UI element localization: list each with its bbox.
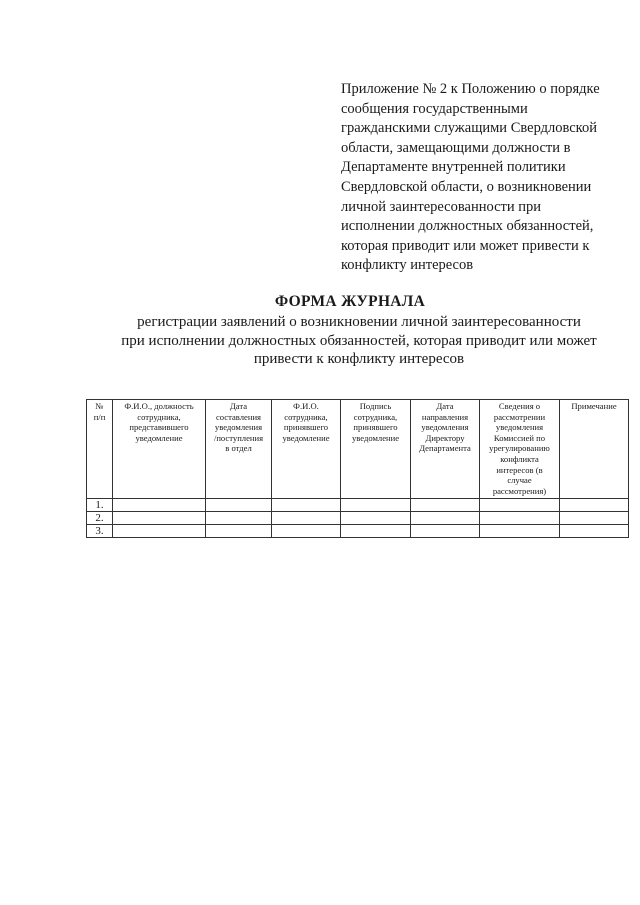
column-header-line: Ф.И.О., должность — [124, 401, 194, 411]
appendix-note — [341, 80, 631, 276]
column-header-line: сотрудника, — [353, 411, 398, 422]
appendix-line: Департаменте внутренней политики — [341, 159, 566, 176]
column-header — [272, 400, 341, 499]
table-cell — [272, 499, 341, 512]
column-header-line: № — [95, 401, 104, 411]
table-cell — [480, 499, 560, 512]
column-header — [341, 400, 411, 499]
journal-table-body — [87, 499, 629, 538]
column-header-line: уведомления — [495, 422, 544, 433]
column-header-line: Примечание — [571, 401, 617, 411]
table-cell — [411, 499, 480, 512]
column-header-line: сотрудника, — [284, 411, 328, 422]
column-header-line: в отдел — [225, 443, 252, 454]
table-row — [87, 512, 629, 525]
column-header-line: рассмотрения) — [492, 485, 547, 496]
column-header-line: п/п — [93, 411, 106, 422]
form-subtitle — [0, 313, 640, 369]
appendix-line: сообщения государственными — [341, 100, 528, 117]
table-row — [87, 525, 629, 538]
column-header-line: уведомление — [282, 432, 330, 443]
table-cell — [341, 512, 411, 525]
appendix-line: конфликту интересов — [341, 257, 474, 274]
table-cell — [480, 512, 560, 525]
column-header-line: Ф.И.О. — [293, 401, 319, 411]
table-cell — [341, 525, 411, 538]
column-header-line: /поступления — [213, 432, 264, 443]
column-header-line: Директору — [425, 432, 465, 443]
column-header-line: урегулированию — [489, 443, 550, 454]
appendix-line: области, замещающими должности в — [341, 139, 571, 156]
table-cell — [560, 512, 629, 525]
table-cell — [113, 512, 206, 525]
column-header — [560, 400, 629, 499]
appendix-line: которая приводит или может привести к — [341, 237, 590, 254]
table-cell — [113, 525, 206, 538]
column-header-line: направления — [421, 411, 469, 422]
column-header-line: случае — [507, 475, 532, 486]
column-header-line: Сведения о — [498, 401, 541, 411]
table-cell — [272, 512, 341, 525]
appendix-line: личной заинтересованности при — [341, 198, 542, 215]
column-header-line: Департамента — [419, 443, 471, 454]
column-header-line: уведомление — [135, 432, 183, 443]
table-cell — [272, 525, 341, 538]
column-header — [87, 400, 113, 499]
column-header-line: рассмотрении — [493, 411, 546, 422]
table-cell — [206, 525, 272, 538]
table-cell — [560, 499, 629, 512]
appendix-line: гражданскими служащими Свердловской — [341, 120, 598, 137]
appendix-line: исполнении должностных обязанностей, — [341, 218, 594, 235]
subtitle-line: привести к конфликту интересов — [253, 351, 465, 368]
subtitle-line: регистрации заявлений о возникновении личной заинтересованности — [137, 314, 581, 330]
column-header-line: составления — [215, 411, 261, 422]
column-header-line: уведомления — [214, 422, 263, 433]
form-title: ФОРМА ЖУРНАЛА — [274, 293, 426, 310]
subtitle-line: при исполнении должностных обязанностей, которая приводит или может — [121, 332, 597, 349]
column-header — [480, 400, 560, 499]
appendix-line: Свердловской области, о возникновении — [341, 178, 592, 195]
column-header-line: конфликта — [500, 453, 539, 464]
column-header — [411, 400, 480, 499]
row-number-cell: 1. — [87, 499, 113, 512]
column-header-line: принявшего — [283, 422, 329, 433]
column-header — [113, 400, 206, 499]
column-header — [206, 400, 272, 499]
column-header-line: Дата — [436, 401, 454, 411]
journal-table — [86, 399, 629, 538]
appendix-line: Приложение № 2 к Положению о порядке — [341, 81, 600, 97]
table-cell — [341, 499, 411, 512]
table-cell — [411, 525, 480, 538]
table-cell — [411, 512, 480, 525]
column-header-line: представившего — [129, 422, 189, 433]
column-header-line: уведомление — [351, 432, 400, 443]
column-header-line: интересов (в — [496, 464, 543, 475]
journal-table-header — [87, 400, 629, 499]
table-cell — [206, 512, 272, 525]
table-cell — [560, 525, 629, 538]
column-header-line: Комиссией по — [493, 432, 546, 443]
column-header-line: сотрудника, — [137, 411, 181, 422]
column-header-line: Дата — [229, 401, 248, 411]
table-row — [87, 499, 629, 512]
table-cell — [206, 499, 272, 512]
column-header-line: Подпись — [359, 401, 392, 411]
column-header-line: уведомления — [421, 422, 469, 433]
table-cell — [480, 525, 560, 538]
row-number-cell: 3. — [87, 525, 113, 538]
row-number-cell: 2. — [87, 512, 113, 525]
table-cell — [113, 499, 206, 512]
column-header-line: принявшего — [353, 422, 398, 433]
